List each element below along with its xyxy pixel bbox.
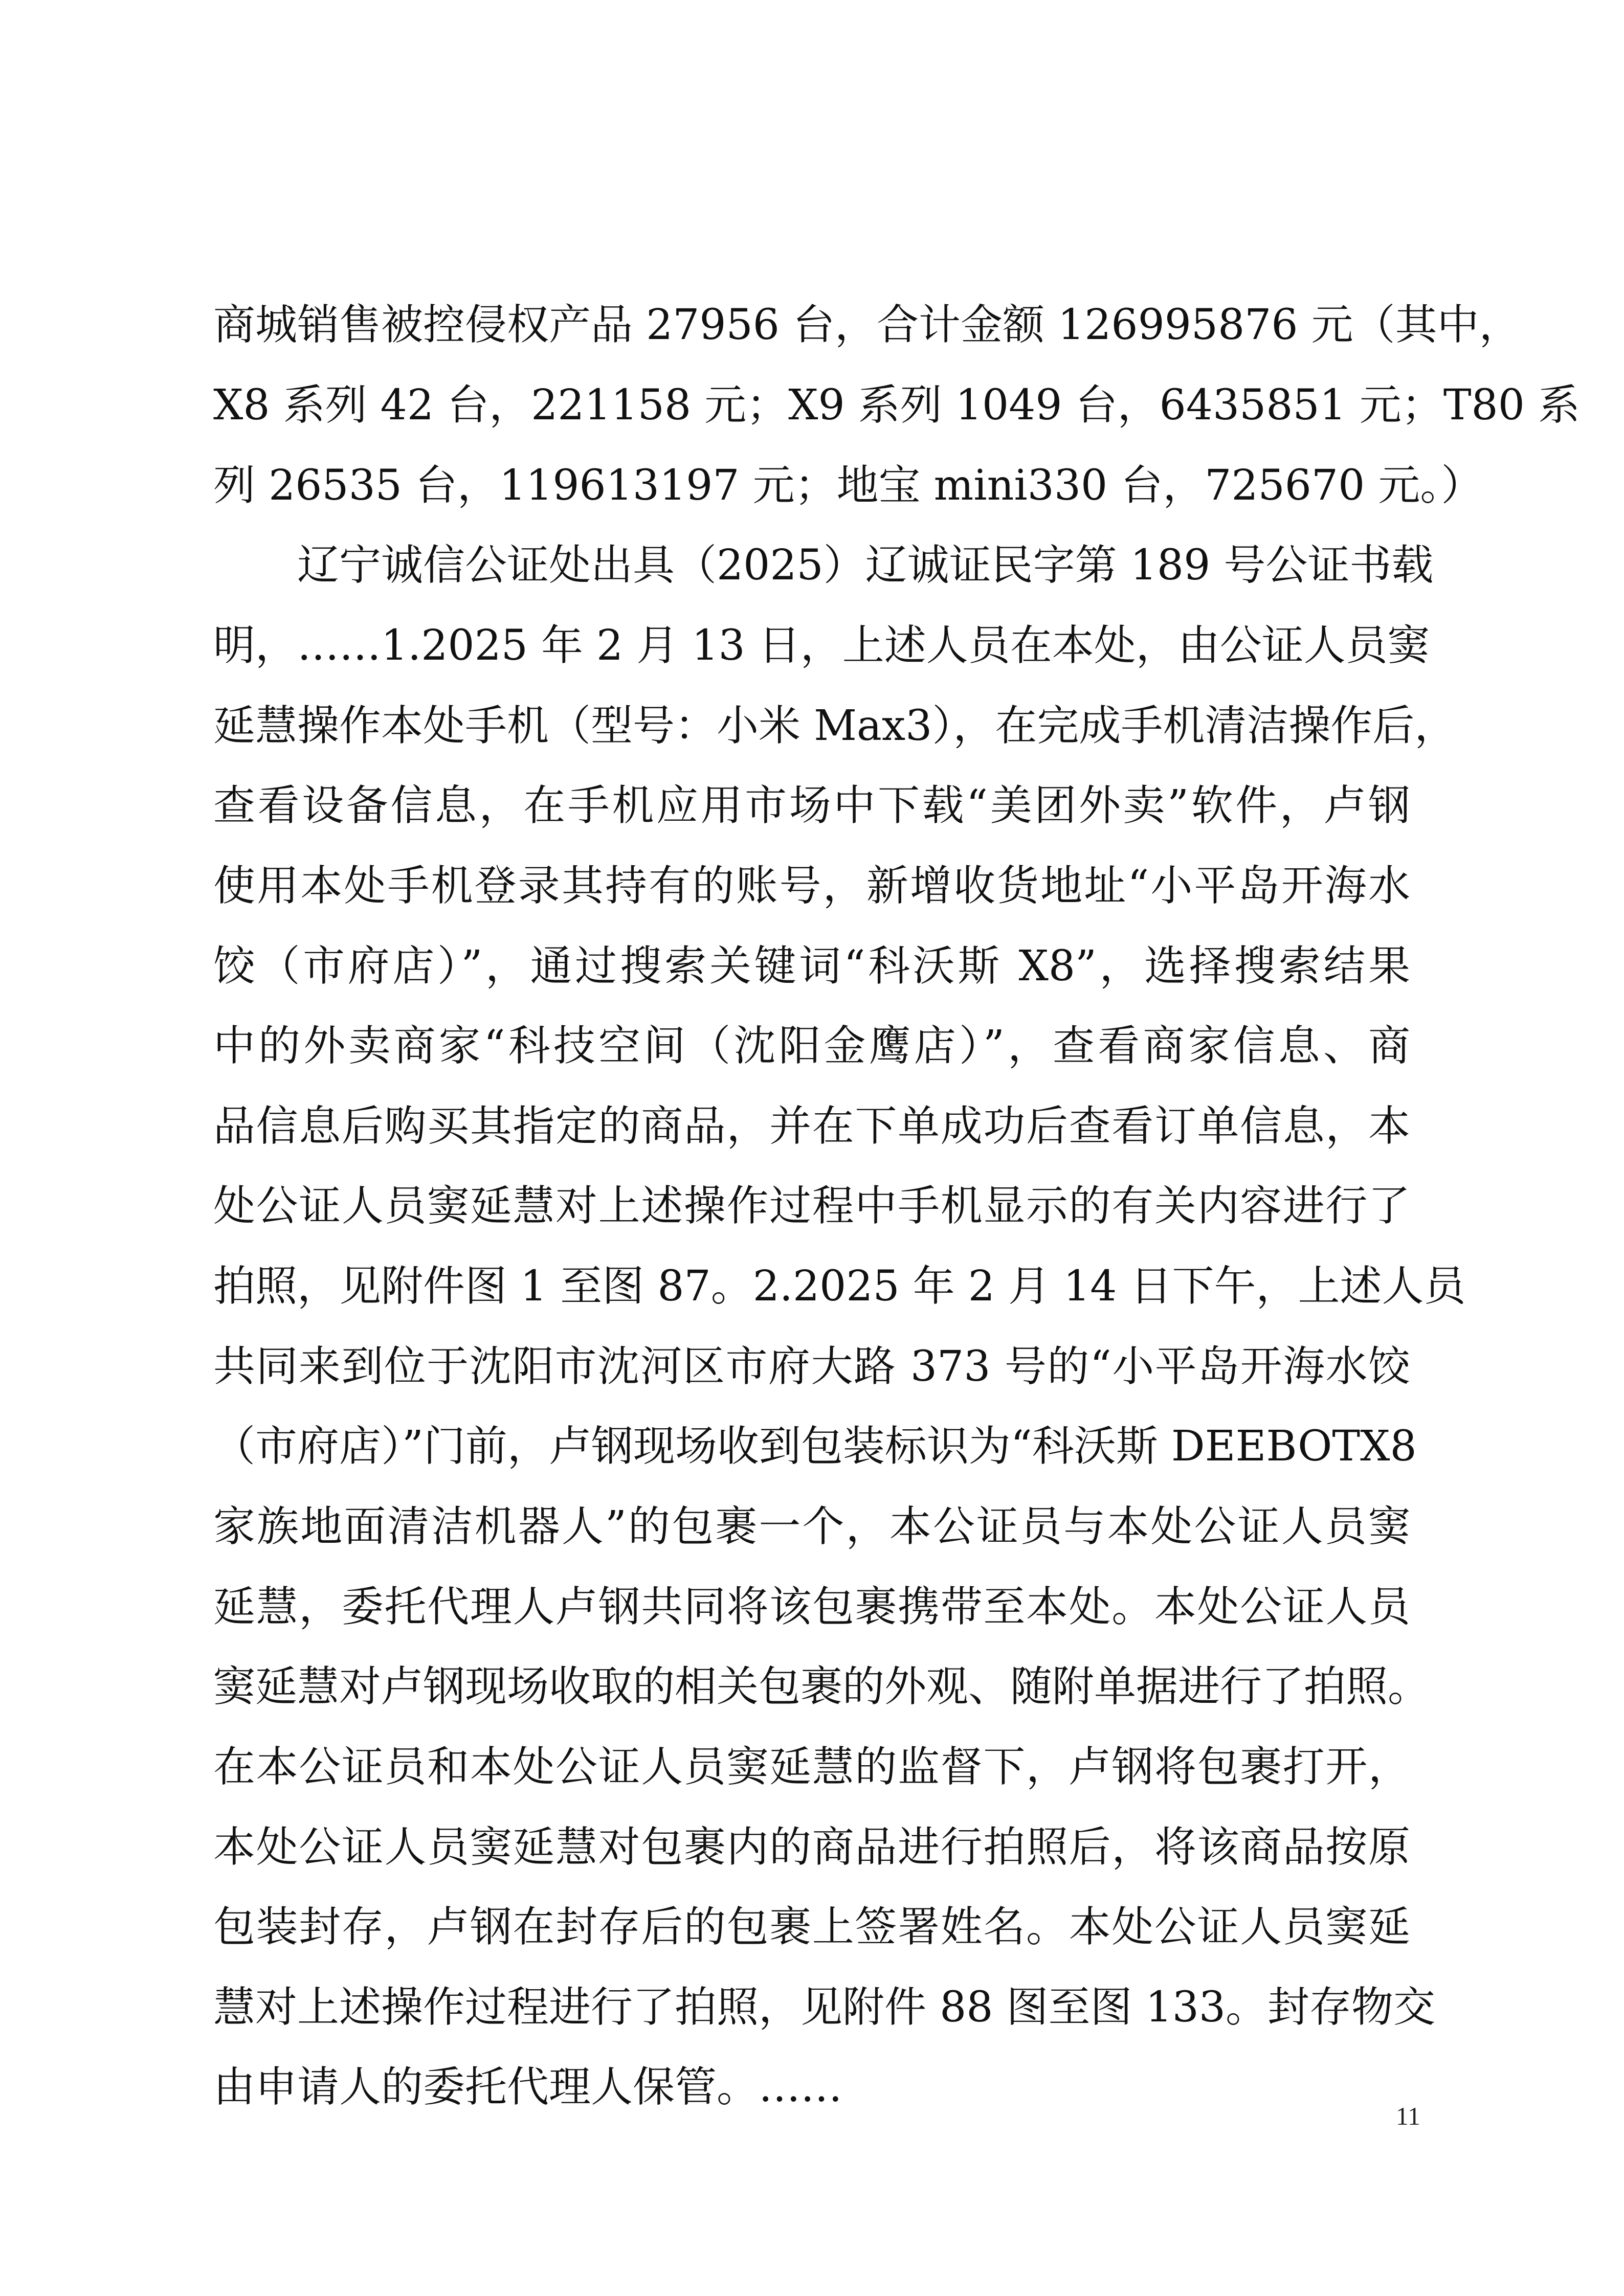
- text-line: 延慧，委托代理人卢钢共同将该包裹携带至本处。本处公证人员: [213, 1583, 1410, 1631]
- text-line: 窦延慧对卢钢现场收取的相关包裹的外观、随附单据进行了拍照。: [213, 1662, 1430, 1711]
- text-line: 辽宁诚信公证处出具（2025）辽诚证民字第 189 号公证书载: [297, 541, 1434, 590]
- text-line: 包装封存，卢钢在封存后的包裹上签署姓名。本处公证人员窦延: [213, 1903, 1410, 1951]
- text-line: 中的外卖商家“科技空间（沈阳金鹰店）”，查看商家信息、商: [213, 1022, 1410, 1070]
- text-line: 慧对上述操作过程进行了拍照，见附件 88 图至图 133。封存物交: [213, 1983, 1436, 2032]
- text-line: 拍照，见附件图 1 至图 87。2.2025 年 2 月 14 日下午，上述人员: [213, 1262, 1466, 1311]
- text-line: 列 26535 台，119613197 元；地宝 mini330 台，725670 元。）: [213, 461, 1483, 510]
- text-line: 查看设备信息，在手机应用市场中下载“美团外卖”软件，卢钢: [213, 781, 1410, 830]
- text-line: 品信息后购买其指定的商品，并在下单成功后查看订单信息，本: [213, 1102, 1410, 1151]
- text-line: 在本公证员和本处公证人员窦延慧的监督下，卢钢将包裹打开，: [213, 1743, 1410, 1791]
- text-line: 由申请人的委托代理人保管。……: [213, 2063, 843, 2111]
- text-line: 商城销售被控侵权产品 27956 台，合计金额 126995876 元（其中，: [213, 301, 1521, 349]
- text-line: 延慧操作本处手机（型号：小米 Max3），在完成手机清洁操作后，: [213, 702, 1457, 750]
- text-line: 家族地面清洁机器人”的包裹一个，本公证员与本处公证人员窦: [213, 1502, 1410, 1551]
- text-line: 共同来到位于沈阳市沈河区市府大路 373 号的“小平岛开海水饺: [213, 1342, 1410, 1391]
- text-line: 使用本处手机登录其持有的账号，新增收货地址“小平岛开海水: [213, 862, 1410, 910]
- text-line: X8 系列 42 台，221158 元；X9 系列 1049 台，6435851 元；T80 系: [213, 381, 1580, 430]
- text-line: 明，……1.2025 年 2 月 13 日，上述人员在本处，由公证人员窦: [213, 621, 1430, 670]
- text-line: 处公证人员窦延慧对上述操作过程中手机显示的有关内容进行了: [213, 1182, 1410, 1230]
- text-line: 饺（市府店）”，通过搜索关键词“科沃斯 X8”，选择搜索结果: [213, 942, 1410, 991]
- text-line: （市府店）”门前，卢钢现场收到包装标识为“科沃斯 DEEBOTX8: [213, 1422, 1417, 1471]
- text-line: 本处公证人员窦延慧对包裹内的商品进行拍照后，将该商品按原: [213, 1823, 1410, 1872]
- page-number: 11: [1395, 2102, 1420, 2130]
